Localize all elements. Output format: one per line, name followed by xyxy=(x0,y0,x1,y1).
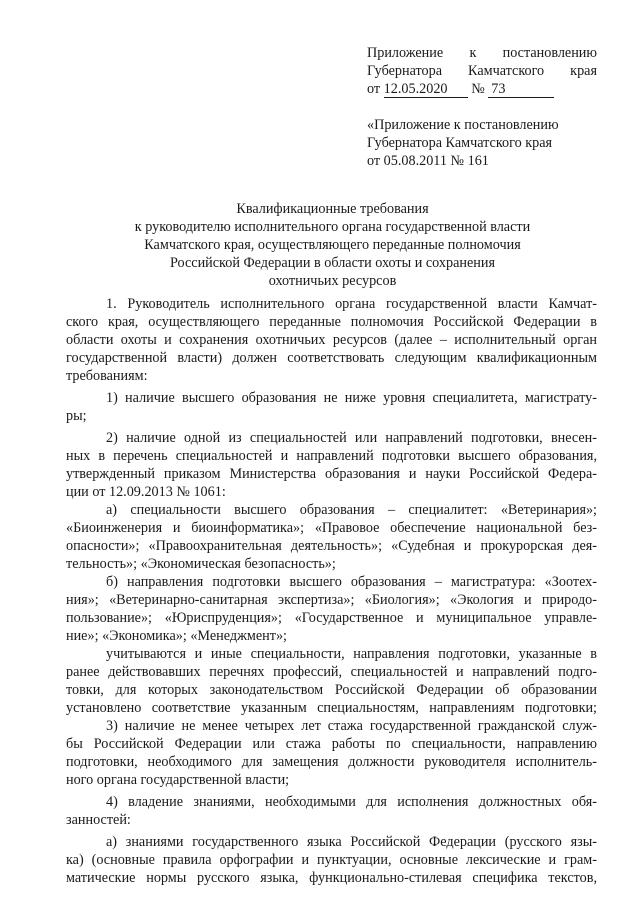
body-line: товки, для которых законодательством Российской Федерации об образовании xyxy=(66,682,597,698)
body-line: 1. Руководитель исполнительного органа государственной власти Камчат- xyxy=(106,296,597,312)
body-line: ры; xyxy=(66,408,87,424)
body-line: пользование»; «Юриспруденция»; «Государственное и муниципальное управле- xyxy=(66,610,597,626)
title-line: охотничьих ресурсов xyxy=(268,273,397,289)
annex-header xyxy=(367,44,597,98)
body-line: ния»; «Ветеринарно-санитарная экспертиза»; «Биология»; «Экология и природо- xyxy=(66,592,597,608)
body-line: ного органа государственной власти; xyxy=(66,772,290,788)
body-line: 3) наличие не менее четырех лет стажа государственной гражданской служ- xyxy=(106,718,597,734)
body-line: 2) наличие одной из специальностей или направлений подготовки, внесен- xyxy=(106,430,597,446)
body-line: ка) (основные правила орфографии и пунктуации, основные лексические и грам- xyxy=(66,852,597,868)
title-line: к руководителю исполнительного органа государственной власти xyxy=(134,219,531,235)
title-line: Квалификационные требования xyxy=(236,201,429,217)
annex-line-2: Губернатора Камчатского края xyxy=(367,63,597,79)
body-line: 1) наличие высшего образования не ниже уровня специалитета, магистрату- xyxy=(106,390,597,406)
body-line: ние»; «Экономика»; «Менеджмент»; xyxy=(66,628,287,644)
quote-line: от 05.08.2011 № 161 xyxy=(367,153,489,169)
body-line: матические нормы русского языка, функционально-стилевая специфика текстов, xyxy=(66,870,597,886)
annex-number: 73 xyxy=(488,82,554,98)
body-line: области охоты и сохранения охотничьих ресурсов (далее – исполнительный орган xyxy=(66,332,597,348)
body-line: опасности»; «Правоохранительная деятельность»; «Судебная и прокурорская дея- xyxy=(66,538,597,554)
annex-line-1: Приложение к постановлению xyxy=(367,45,597,61)
body-line: а) специальности высшего образования – специалитет: «Ветеринария»; xyxy=(106,502,597,518)
body-line: подготовки, необходимого для замещения должности руководителя исполнитель- xyxy=(66,754,597,770)
body-line: занностей: xyxy=(66,812,131,828)
body-line: ранее действовавших перечнях профессий, специальностей и направлений подго- xyxy=(66,664,597,680)
document-body xyxy=(66,295,597,887)
body-line: установлено соответствие указанным специальностям, направлениям подготовки; xyxy=(66,700,597,716)
annex-number-label: № xyxy=(471,81,485,97)
annex-date: 12.05.2020 xyxy=(384,82,468,98)
body-line: «Биоинженерия и биоинформатика»; «Правовое обеспечение национальной без- xyxy=(66,520,597,536)
body-line: государственной власти) должен соответствовать следующим квалификационным xyxy=(66,350,597,366)
quote-line: «Приложение к постановлению xyxy=(367,117,559,133)
title-line: Российской Федерации в области охоты и сохранения xyxy=(170,255,495,271)
title-line: Камчатского края, осуществляющего переданные полномочия xyxy=(144,237,521,253)
body-line: бы Российской Федерации или стажа работы по специальности, направлению xyxy=(66,736,597,752)
body-line: 4) владение знаниями, необходимыми для исполнения должностных обя- xyxy=(106,794,597,810)
annex-date-row xyxy=(367,80,597,98)
body-line: ского края, осуществляющего переданные полномочия Российской Федерации в xyxy=(66,314,597,330)
body-line: тельность»; «Экономическая безопасность»; xyxy=(66,556,336,572)
quote-line: Губернатора Камчатского края xyxy=(367,135,553,151)
body-line: утвержденный приказом Министерства образования и науки Российской Федера- xyxy=(66,466,597,482)
quoted-annex-block xyxy=(367,116,607,170)
body-line: требованиям: xyxy=(66,368,148,384)
annex-from-label: от xyxy=(367,81,381,97)
body-line: учитываются и иные специальности, направления подготовки, указанные в xyxy=(106,646,597,662)
document-title xyxy=(60,200,605,290)
body-line: б) направления подготовки высшего образования – магистратура: «Зоотех- xyxy=(106,574,597,590)
body-line: ных в перечень специальностей и направлений подготовки высшего образования, xyxy=(66,448,597,464)
body-line: ции от 12.09.2013 № 1061: xyxy=(66,484,226,500)
body-line: а) знаниями государственного языка Российской Федерации (русского язы- xyxy=(106,834,597,850)
